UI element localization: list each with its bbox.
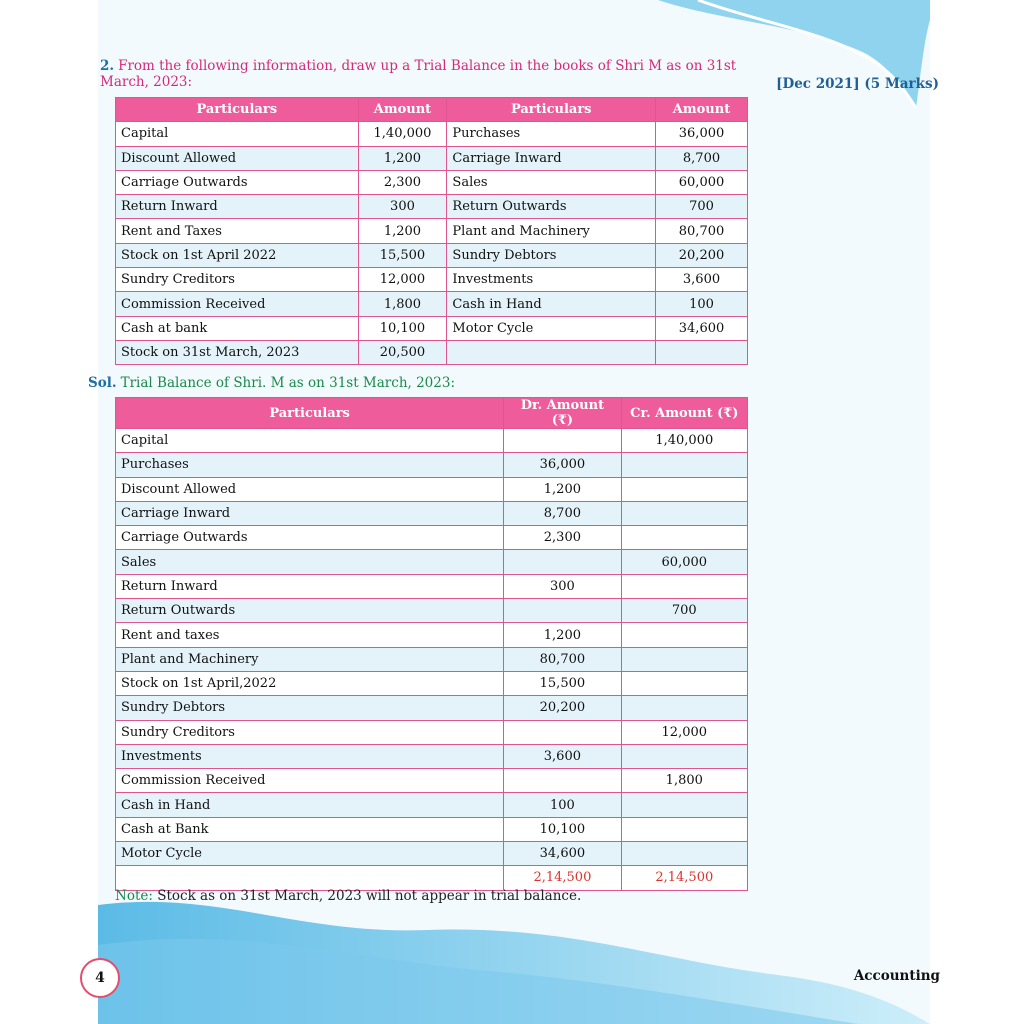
- trial-balance-row: [116, 769, 748, 793]
- note: [115, 888, 581, 904]
- info-header-amount-left: Amount: [358, 98, 447, 122]
- tb-header-dr-amount: Dr. Amount (₹): [504, 398, 621, 429]
- trial-balance-row: [116, 817, 748, 841]
- particulars-cell: Sundry Debtors: [116, 696, 504, 720]
- info-table-row: [116, 122, 748, 146]
- info-table-row: [116, 340, 748, 364]
- particulars-cell: Cash at Bank: [116, 817, 504, 841]
- particulars-cell: Rent and Taxes: [116, 219, 359, 243]
- dr-amount-cell: 20,200: [504, 696, 621, 720]
- tb-header-particulars: Particulars: [116, 398, 504, 429]
- question-number: 2.: [100, 58, 115, 74]
- particulars-cell: Carriage Outwards: [116, 170, 359, 194]
- tb-header-cr-amount: Cr. Amount (₹): [621, 398, 747, 429]
- particulars-cell: Commission Received: [116, 769, 504, 793]
- amount-cell: 20,200: [656, 243, 748, 267]
- particulars-cell: Carriage Inward: [447, 146, 656, 170]
- amount-cell: 3,600: [656, 268, 748, 292]
- trial-balance-row: [116, 599, 748, 623]
- amount-cell: 100: [656, 292, 748, 316]
- dr-amount-cell: 80,700: [504, 647, 621, 671]
- particulars-cell: Return Inward: [116, 195, 359, 219]
- cr-amount-cell: [621, 744, 747, 768]
- particulars-cell: Commission Received: [116, 292, 359, 316]
- amount-cell: 15,500: [358, 243, 447, 267]
- particulars-cell: Sales: [116, 550, 504, 574]
- particulars-cell: Discount Allowed: [116, 146, 359, 170]
- solution-heading: [88, 375, 455, 391]
- dr-amount-cell: 15,500: [504, 671, 621, 695]
- trial-balance-row: [116, 574, 748, 598]
- cr-amount-cell: [621, 671, 747, 695]
- dr-amount-cell: 8,700: [504, 501, 621, 525]
- amount-cell: 60,000: [656, 170, 748, 194]
- cr-amount-cell: [621, 793, 747, 817]
- dr-amount-cell: 1,200: [504, 623, 621, 647]
- trial-balance-total-row: [116, 866, 748, 890]
- cr-amount-cell: [621, 647, 747, 671]
- dr-amount-cell: [504, 550, 621, 574]
- trial-balance-row: [116, 477, 748, 501]
- note-text: Stock as on 31st March, 2023 will not appear in trial balance.: [157, 888, 582, 904]
- trial-balance-row: [116, 647, 748, 671]
- amount-cell: 1,40,000: [358, 122, 447, 146]
- cr-amount-cell: [621, 817, 747, 841]
- particulars-cell: Carriage Outwards: [116, 526, 504, 550]
- particulars-cell: Sundry Creditors: [116, 720, 504, 744]
- dr-amount-cell: 1,200: [504, 477, 621, 501]
- question-line: [100, 58, 750, 90]
- particulars-cell: Stock on 31st March, 2023: [116, 340, 359, 364]
- note-label: Note:: [115, 888, 153, 904]
- particulars-cell: Purchases: [447, 122, 656, 146]
- particulars-cell: Capital: [116, 429, 504, 453]
- particulars-cell: Cash at bank: [116, 316, 359, 340]
- info-table-row: [116, 219, 748, 243]
- particulars-cell: Stock on 1st April,2022: [116, 671, 504, 695]
- info-header-particulars-left: Particulars: [116, 98, 359, 122]
- dr-amount-cell: [504, 769, 621, 793]
- trial-balance-table: [115, 397, 748, 891]
- question-text: From the following information, draw up a Trial Balance in the books of Shri M as on 31st March, 2023:: [100, 58, 737, 90]
- cr-amount-cell: [621, 574, 747, 598]
- amount-cell: 12,000: [358, 268, 447, 292]
- particulars-cell: Plant and Machinery: [116, 647, 504, 671]
- amount-cell: 36,000: [656, 122, 748, 146]
- trial-balance-header: [116, 398, 748, 429]
- dr-amount-cell: [504, 720, 621, 744]
- amount-cell: 34,600: [656, 316, 748, 340]
- particulars-cell: Investments: [116, 744, 504, 768]
- particulars-cell: Sundry Debtors: [447, 243, 656, 267]
- amount-cell: [656, 340, 748, 364]
- amount-cell: 10,100: [358, 316, 447, 340]
- amount-cell: 20,500: [358, 340, 447, 364]
- cr-amount-cell: [621, 696, 747, 720]
- cr-amount-cell: [621, 477, 747, 501]
- cr-amount-cell: [621, 453, 747, 477]
- trial-balance-row: [116, 842, 748, 866]
- info-table: [115, 97, 748, 365]
- cr-amount-cell: 700: [621, 599, 747, 623]
- cr-amount-cell: [621, 842, 747, 866]
- trial-balance-row: [116, 720, 748, 744]
- particulars-cell: Sales: [447, 170, 656, 194]
- dr-amount-cell: [504, 429, 621, 453]
- dr-amount-cell: 34,600: [504, 842, 621, 866]
- trial-balance-row: [116, 671, 748, 695]
- cr-total-cell: 2,14,500: [621, 866, 747, 890]
- dr-amount-cell: [504, 599, 621, 623]
- particulars-cell: Sundry Creditors: [116, 268, 359, 292]
- particulars-cell: Cash in Hand: [447, 292, 656, 316]
- amount-cell: 1,800: [358, 292, 447, 316]
- info-table-row: [116, 146, 748, 170]
- particulars-cell: Return Outwards: [447, 195, 656, 219]
- particulars-cell: Discount Allowed: [116, 477, 504, 501]
- dr-amount-cell: 100: [504, 793, 621, 817]
- trial-balance-row: [116, 744, 748, 768]
- particulars-cell: Cash in Hand: [116, 793, 504, 817]
- cr-amount-cell: [621, 526, 747, 550]
- amount-cell: 80,700: [656, 219, 748, 243]
- dr-amount-cell: 36,000: [504, 453, 621, 477]
- solution-title: Trial Balance of Shri. M as on 31st March, 2023:: [120, 375, 455, 391]
- particulars-cell: Plant and Machinery: [447, 219, 656, 243]
- particulars-cell: Return Inward: [116, 574, 504, 598]
- trial-balance-row: [116, 453, 748, 477]
- info-table-row: [116, 292, 748, 316]
- particulars-cell: Capital: [116, 122, 359, 146]
- amount-cell: 1,200: [358, 146, 447, 170]
- amount-cell: 1,200: [358, 219, 447, 243]
- dr-amount-cell: 2,300: [504, 526, 621, 550]
- cr-amount-cell: 60,000: [621, 550, 747, 574]
- amount-cell: 700: [656, 195, 748, 219]
- total-label-cell: [116, 866, 504, 890]
- cr-amount-cell: 1,40,000: [621, 429, 747, 453]
- cr-amount-cell: 12,000: [621, 720, 747, 744]
- info-header-amount-right: Amount: [656, 98, 748, 122]
- trial-balance-row: [116, 696, 748, 720]
- info-table-header: [116, 98, 748, 122]
- amount-cell: 300: [358, 195, 447, 219]
- info-table-row: [116, 170, 748, 194]
- info-header-particulars-right: Particulars: [447, 98, 656, 122]
- trial-balance-row: [116, 793, 748, 817]
- particulars-cell: Purchases: [116, 453, 504, 477]
- solution-label: Sol.: [88, 375, 117, 391]
- particulars-cell: Motor Cycle: [447, 316, 656, 340]
- page-number-badge: 4: [80, 958, 120, 998]
- info-table-row: [116, 316, 748, 340]
- cr-amount-cell: 1,800: [621, 769, 747, 793]
- trial-balance-row: [116, 429, 748, 453]
- trial-balance-row: [116, 501, 748, 525]
- trial-balance-row: [116, 623, 748, 647]
- trial-balance-row: [116, 526, 748, 550]
- trial-balance-row: [116, 550, 748, 574]
- dr-amount-cell: 300: [504, 574, 621, 598]
- info-table-row: [116, 195, 748, 219]
- dr-amount-cell: 3,600: [504, 744, 621, 768]
- cr-amount-cell: [621, 501, 747, 525]
- particulars-cell: Investments: [447, 268, 656, 292]
- footer-subject: Accounting: [853, 968, 940, 984]
- particulars-cell: Stock on 1st April 2022: [116, 243, 359, 267]
- particulars-cell: Rent and taxes: [116, 623, 504, 647]
- particulars-cell: Carriage Inward: [116, 501, 504, 525]
- particulars-cell: Motor Cycle: [116, 842, 504, 866]
- info-table-row: [116, 243, 748, 267]
- dr-total-cell: 2,14,500: [504, 866, 621, 890]
- question-source-marks: [Dec 2021] (5 Marks): [776, 76, 939, 92]
- dr-amount-cell: 10,100: [504, 817, 621, 841]
- amount-cell: 8,700: [656, 146, 748, 170]
- particulars-cell: Return Outwards: [116, 599, 504, 623]
- cr-amount-cell: [621, 623, 747, 647]
- info-table-row: [116, 268, 748, 292]
- amount-cell: 2,300: [358, 170, 447, 194]
- particulars-cell: [447, 340, 656, 364]
